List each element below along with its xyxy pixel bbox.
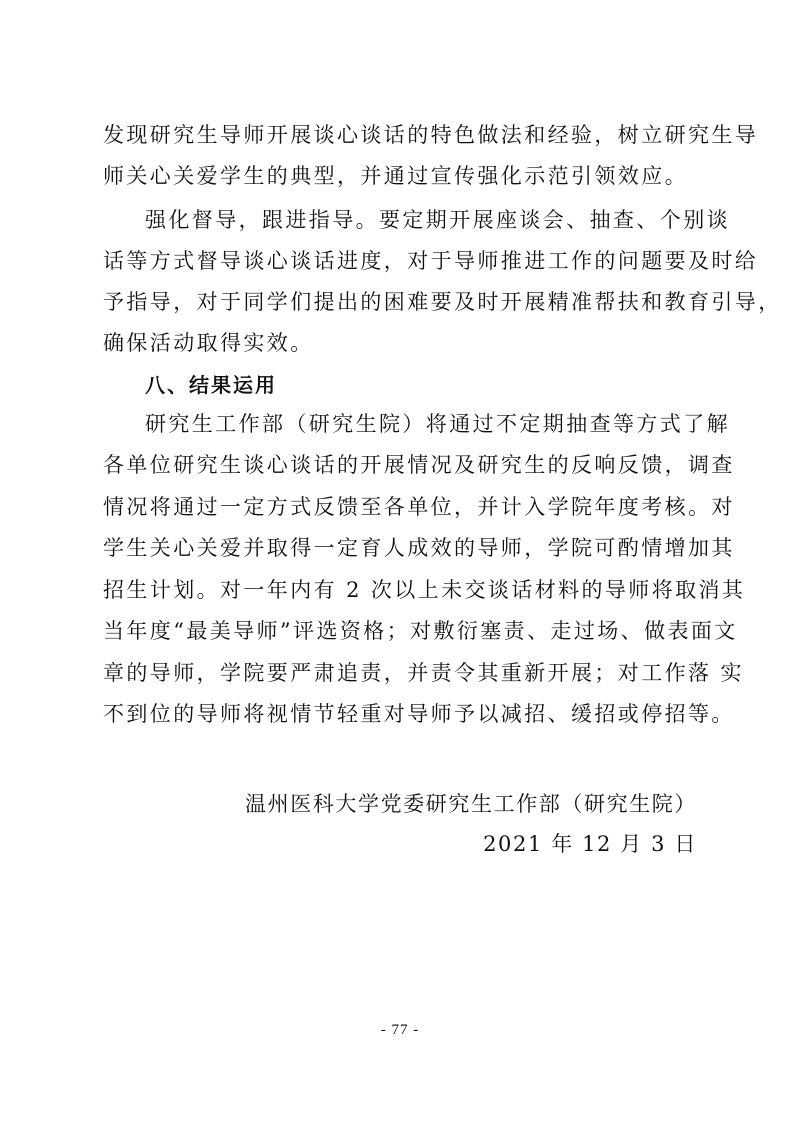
body-text-line: 予指导，对于同学们提出的困难要及时开展精准帮扶和教育引导， <box>103 290 782 314</box>
body-text-line: 研究生工作部（研究生院）将通过不定期抽查等方式了解 <box>145 412 730 436</box>
body-text-line: 当年度“最美导师”评选资格；对敷衍塞责、走过场、做表面文 <box>103 619 738 643</box>
signature-date: 2021 年 12 月 3 日 <box>483 832 697 856</box>
body-text-line: 强化督导，跟进指导。要定期开展座谈会、抽查、个别谈 <box>145 208 730 232</box>
body-text-line: 学生关心关爱并取得一定育人成效的导师，学院可酌情增加其 <box>103 536 735 560</box>
body-text-line: 确保活动取得实效。 <box>103 331 314 355</box>
body-text-line: 话等方式督导谈心谈话进度，对于导师推进工作的问题要及时给 <box>103 249 759 273</box>
body-text-line: 不到位的导师将视情节轻重对导师予以减招、缓招或停招等。 <box>103 702 735 726</box>
body-text-line: 师关心关爱学生的典型，并通过宣传强化示范引领效应。 <box>103 164 688 188</box>
page-number: - 77 - <box>380 1022 420 1038</box>
body-text-line: 招生计划。对一年内有 2 次以上未交谈话材料的导师将取消其 <box>103 578 746 602</box>
section-heading: 八、结果运用 <box>145 373 277 397</box>
body-text-line: 发现研究生导师开展谈心谈话的特色做法和经验，树立研究生导 <box>103 123 759 147</box>
body-text-line: 各单位研究生谈心谈话的开展情况及研究生的反响反馈，调查 <box>103 453 735 477</box>
body-text-line: 章的导师，学院要严肃追责，并责令其重新开展；对工作落 实 <box>103 661 744 685</box>
body-text-line: 情况将通过一定方式反馈至各单位，并计入学院年度考核。对 <box>103 495 735 519</box>
signature-organization: 温州医科大学党委研究生工作部（研究生院） <box>245 792 697 816</box>
